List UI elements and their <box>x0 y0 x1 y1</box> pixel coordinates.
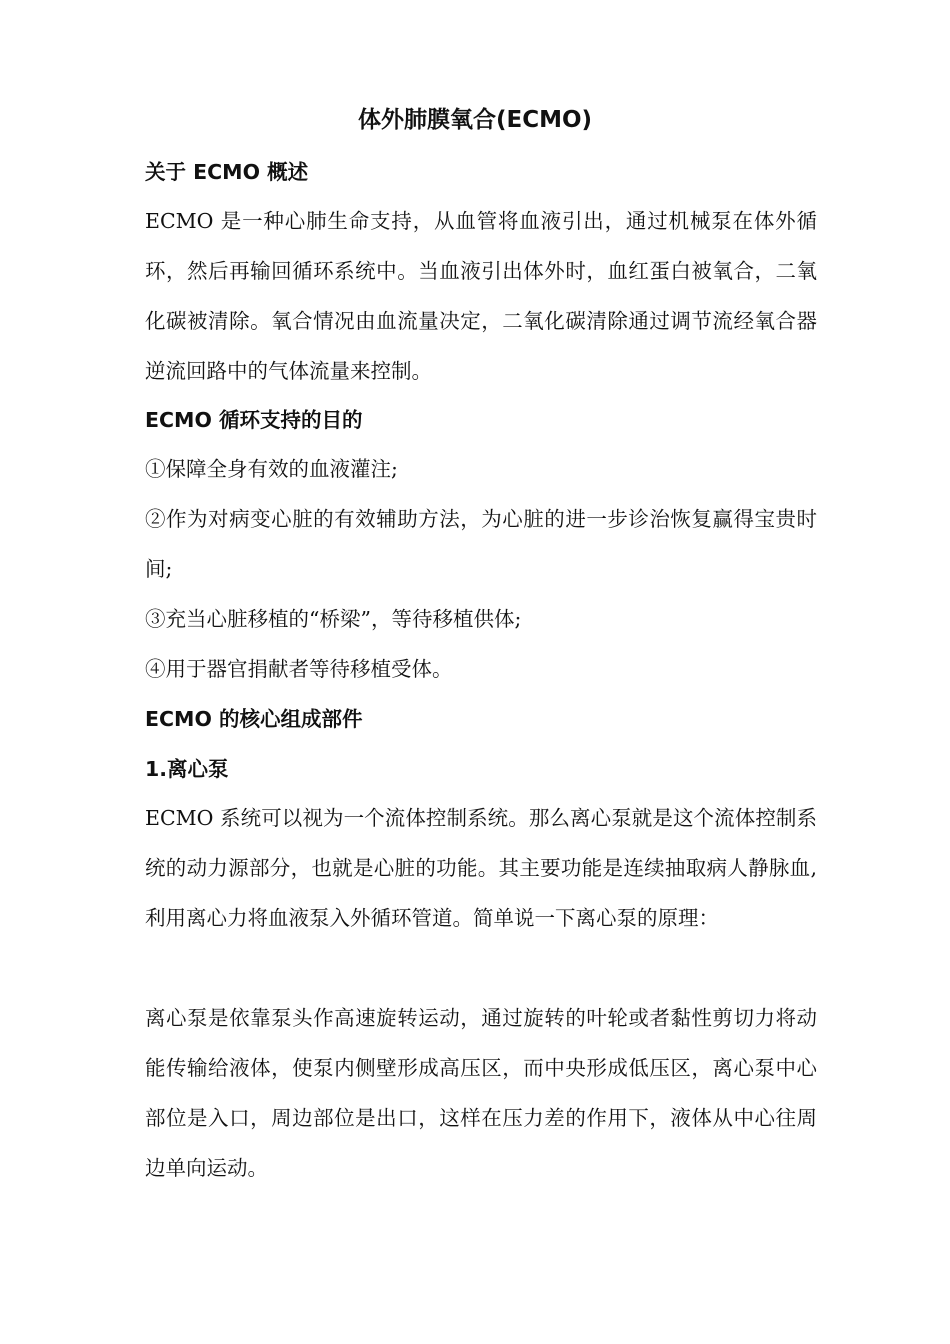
purpose-item-3: ③充当心脏移植的“桥梁”，等待移植供体; <box>145 607 522 631</box>
pump-paragraph-1: ECMO 系统可以视为一个流体控制系统。那么离心泵就是这个流体控制系统的动力源部分，也就是心脏的功能。其主要功能是连续抽取病人静脉血,利用离心力将血液泵入外循环管道。简单说一下离心泵的原理： <box>145 806 817 930</box>
components-heading: ECMO 的核心组成部件 <box>145 707 363 731</box>
overview-heading: 关于 ECMO 概述 <box>145 160 309 184</box>
purpose-heading: ECMO 循环支持的目的 <box>145 408 363 432</box>
purpose-item-4: ④用于器官捐献者等待移植受体。 <box>145 657 453 681</box>
pump-heading: 1.离心泵 <box>145 757 229 781</box>
purpose-item-1: ①保障全身有效的血液灌注; <box>145 457 398 481</box>
pump-paragraph-2: 离心泵是依靠泵头作高速旋转运动，通过旋转的叶轮或者黏性剪切力将动能传输给液体，使泵内侧壁形成高压区，而中央形成低压区，离心泵中心部位是入口，周边部位是出口，这样在压力差的作用下，液体从中心往周边单向运动。 <box>145 1006 817 1180</box>
document-title: 体外肺膜氧合(ECMO) <box>357 107 593 133</box>
overview-paragraph: ECMO 是一种心肺生命支持，从血管将血液引出，通过机械泵在体外循环，然后再输回循环系统中。当血液引出体外时，血红蛋白被氧合，二氧化碳被清除。氧合情况由血流量决定，二氧化碳清除通过调节流经氧合器逆流回路中的气体流量来控制。 <box>145 209 817 383</box>
purpose-item-2: ②作为对病变心脏的有效辅助方法，为心脏的进一步诊治恢复赢得宝贵时间; <box>145 507 817 581</box>
